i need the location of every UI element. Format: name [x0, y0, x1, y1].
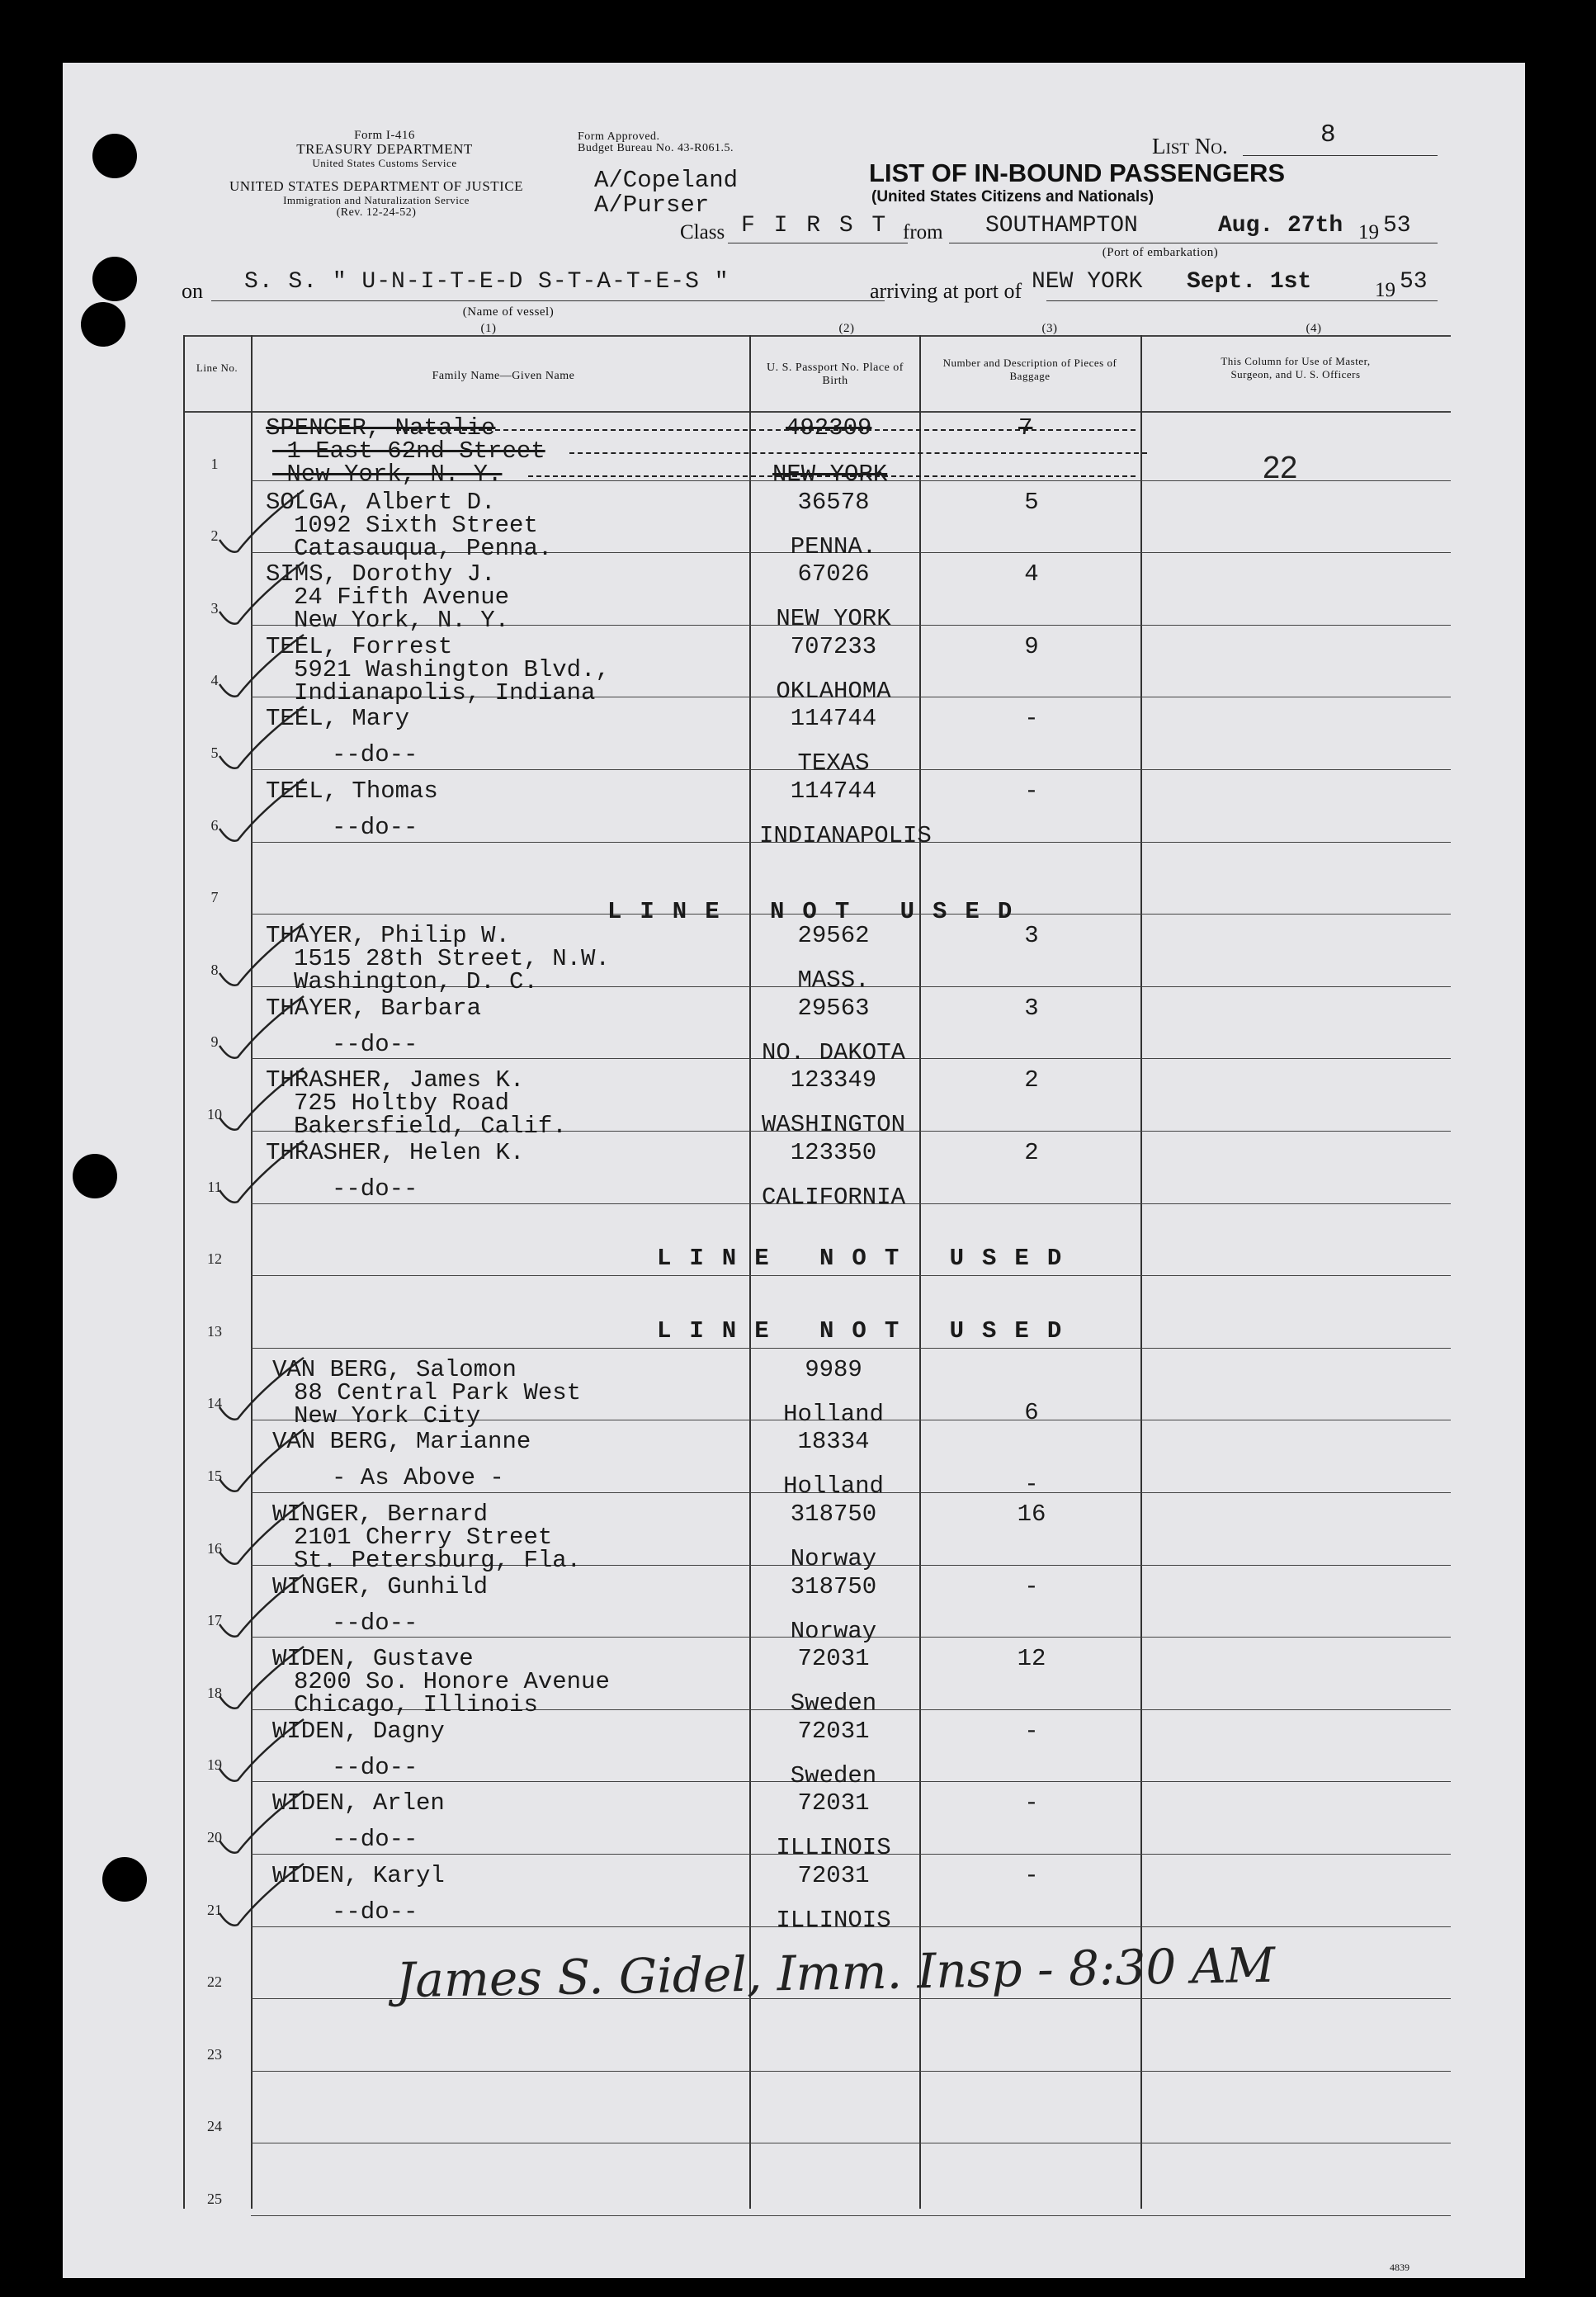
column-number-3: (3) [1041, 322, 1058, 335]
entry-name: SOLGA, Albert D. [266, 489, 496, 516]
checkmark-icon [213, 1643, 328, 1718]
entry-birthplace: Sweden [790, 1690, 877, 1717]
entry-baggage: - [1024, 1471, 1039, 1498]
class-value: F I R S T [741, 213, 889, 239]
entry-name: WIDEN, Gustave [272, 1645, 474, 1672]
entry-address-line-2: St. Petersburg, Fla. [294, 1547, 582, 1574]
embark-year-prefix: 19 [1358, 221, 1379, 243]
col-header-officers: This Column for Use of Master, Surgeon, and U. S. Officers [1221, 355, 1371, 380]
line-number: 21 [207, 1902, 222, 1918]
entry-ditto: --do-- [332, 1754, 418, 1781]
entry-address-line-1: 5921 Washington Blvd., [294, 656, 610, 683]
entry-birthplace: NEW YORK [776, 605, 891, 632]
entry-name: THRASHER, James K. [266, 1066, 525, 1094]
col-divider-3 [919, 335, 921, 2209]
entry-1-passport: 492309 [786, 414, 872, 442]
entry-baggage: 2 [1024, 1066, 1039, 1094]
entry-1-addr1: -1 East 62nd Street [272, 437, 545, 465]
line-number: 3 [210, 600, 219, 617]
entry-passport: 707233 [790, 633, 877, 660]
entry-address-line-2: Chicago, Illinois [294, 1691, 538, 1718]
checkmark-icon [213, 1137, 328, 1212]
entry-ditto: --do-- [332, 1898, 418, 1926]
entry-baggage: 2 [1024, 1139, 1039, 1166]
officer-purser: A/Purser [594, 191, 710, 219]
inspector-signature: James S. Gidel, Imm. Insp - 8:30 AM [395, 1936, 1276, 2009]
entry-name: THAYER, Philip W. [266, 922, 510, 949]
column-number-2: (2) [838, 322, 855, 335]
col-divider-4 [1140, 335, 1142, 2209]
revision-date: (Rev. 12-24-52) [336, 206, 417, 219]
arriving-label: arriving at port of [870, 279, 1022, 303]
col-header-passport: U. S. Passport No. Place of Birth [767, 362, 904, 387]
entry-address-line-1: 24 Fifth Avenue [294, 584, 510, 611]
col-header-line-no: Line No. [196, 362, 238, 374]
arrival-year-suffix: 53 [1400, 269, 1428, 295]
entry-1-baggage: 7 [1018, 414, 1033, 442]
entry-address-line-1: 725 Holtby Road [294, 1089, 510, 1117]
officer-copeland: A/Copeland [594, 167, 739, 194]
entry-ditto: --do-- [332, 1609, 418, 1637]
entry-address-line-2: Catasauqua, Penna. [294, 535, 553, 562]
line-number: 19 [207, 1756, 222, 1773]
entry-1-birthplace: NEW YORK [772, 461, 888, 488]
strike-dash-2 [569, 452, 1147, 454]
checkmark-icon [213, 776, 328, 850]
document-subtitle: (United States Citizens and Nationals) [871, 188, 1155, 206]
row-divider [251, 2215, 1451, 2216]
entry-passport: 123349 [790, 1066, 877, 1094]
entry-address-line-2: New York, N. Y. [294, 607, 510, 634]
checkmark-icon [213, 1426, 328, 1501]
checkmark-icon [213, 920, 328, 995]
line-number: 15 [207, 1468, 222, 1484]
entry-name: TEEL, Thomas [266, 777, 438, 805]
row-divider [251, 1275, 1451, 1276]
entry-birthplace: PENNA. [790, 533, 877, 560]
entry-birthplace: TEXAS [797, 749, 870, 777]
entry-birthplace: Holland [783, 1472, 884, 1500]
entry-1-name: SPENCER, Natalie [266, 414, 496, 442]
embark-date: Aug. 27th [1218, 213, 1343, 239]
entry-name: THAYER, Barbara [266, 995, 482, 1022]
entry-ditto: --do-- [332, 1826, 418, 1853]
column-number-1: (1) [480, 322, 497, 335]
entry-passport: 67026 [797, 560, 870, 588]
entry-passport: 36578 [797, 489, 870, 516]
entry-baggage: - [1024, 1862, 1039, 1889]
checkmark-icon [213, 1499, 328, 1573]
entry-name: WIDEN, Arlen [272, 1789, 445, 1817]
entry-name: WINGER, Gunhild [272, 1573, 489, 1600]
entry-baggage: 3 [1024, 995, 1039, 1022]
row-divider [251, 1348, 1451, 1349]
entry-address-line-2: Indianapolis, Indiana [294, 679, 596, 707]
budget-bureau: Budget Bureau No. 43-R061.5. [578, 142, 734, 154]
line-number: 24 [207, 2118, 222, 2134]
line-number: 5 [210, 744, 219, 761]
line-number: 22 [207, 1973, 222, 1990]
entry-baggage: 16 [1017, 1501, 1046, 1528]
list-no-value: 8 [1320, 121, 1336, 149]
checkmark-icon [213, 1065, 328, 1139]
entry-birthplace: NO. DAKOTA [761, 1039, 906, 1066]
entry-passport: 29563 [797, 995, 870, 1022]
entry-baggage: 6 [1024, 1399, 1039, 1426]
entry-name: WINGER, Bernard [272, 1501, 489, 1528]
line-number: 7 [210, 889, 219, 905]
line-number: 20 [207, 1829, 222, 1846]
line-number: 14 [207, 1395, 222, 1411]
entry-ditto: --do-- [332, 814, 418, 841]
arrival-date: Sept. 1st [1187, 269, 1312, 295]
line-number: 16 [207, 1540, 222, 1557]
entry-passport: 318750 [790, 1573, 877, 1600]
entry-name: TEEL, Forrest [266, 633, 453, 660]
entry-passport: 114744 [790, 777, 877, 805]
entry-address-line-1: 88 Central Park West [294, 1379, 582, 1406]
entry-name: SIMS, Dorothy J. [266, 560, 496, 588]
entry-passport: 114744 [790, 705, 877, 732]
line-number: 11 [207, 1179, 222, 1195]
entry-name: WIDEN, Dagny [272, 1718, 445, 1745]
entry-baggage: 9 [1024, 633, 1039, 660]
entry-ditto: - As Above - [332, 1464, 504, 1491]
column-number-4: (4) [1306, 322, 1322, 335]
checkmark-icon [213, 1788, 328, 1862]
entry-ditto: --do-- [332, 1175, 418, 1203]
treasury-department: TREASURY DEPARTMENT [296, 141, 473, 157]
entry-address-line-1: 1092 Sixth Street [294, 512, 538, 539]
entry-address-line-1: 1515 28th Street, N.W. [294, 945, 610, 972]
entry-1-addr2: -New York, N. Y. [272, 461, 503, 488]
entry-ditto: --do-- [332, 1031, 418, 1058]
entry-address-line-1: 8200 So. Honore Avenue [294, 1668, 610, 1695]
justice-department: UNITED STATES DEPARTMENT OF JUSTICE [229, 178, 524, 194]
entry-birthplace: Sweden [790, 1762, 877, 1789]
entry-baggage: - [1024, 1573, 1039, 1600]
arrival-year-prefix: 19 [1375, 279, 1395, 301]
line-number: 1 [210, 456, 219, 472]
entry-name: THRASHER, Helen K. [266, 1139, 525, 1166]
immigration-service: Immigration and Naturalization Service [283, 194, 470, 206]
entry-name: VAN BERG, Salomon [272, 1356, 517, 1383]
line-number: 4 [210, 672, 219, 688]
line-number: 2 [210, 527, 219, 544]
row-divider [251, 2071, 1451, 2072]
checkmark-icon [213, 1860, 328, 1935]
footer-code: 4839 [1390, 2262, 1409, 2273]
port-of-embarkation: SOUTHAMPTON [985, 213, 1138, 239]
entry-baggage: 4 [1024, 560, 1039, 588]
col-divider-2 [749, 335, 751, 2209]
class-label: Class [680, 221, 725, 243]
entry-1-officer-note: 22 [1263, 451, 1298, 485]
entry-birthplace: INDIANAPOLIS [759, 822, 932, 849]
line-number: 10 [207, 1106, 222, 1123]
entry-birthplace: Norway [790, 1618, 877, 1645]
entry-passport: 72031 [797, 1645, 870, 1672]
form-number: Form I-416 [354, 129, 415, 142]
entry-address-line-2: Bakersfield, Calif. [294, 1113, 567, 1140]
col-header-baggage: Number and Description of Pieces of Baggage [942, 357, 1117, 382]
strike-dash-1 [396, 429, 1136, 431]
embark-year-suffix: 53 [1383, 213, 1411, 239]
checkmark-icon [213, 1572, 328, 1646]
entry-birthplace: WASHINGTON [761, 1111, 906, 1138]
vessel-caption: (Name of vessel) [462, 305, 555, 319]
entry-passport: 72031 [797, 1862, 870, 1889]
line-13-not-used: LINE NOT USED [657, 1317, 1080, 1345]
entry-ditto: --do-- [332, 741, 418, 768]
entry-passport: 318750 [790, 1501, 877, 1528]
line-number: 18 [207, 1685, 222, 1701]
customs-service: United States Customs Service [312, 157, 457, 169]
table-top-border [183, 335, 1451, 337]
line-number: 23 [207, 2046, 222, 2063]
entry-baggage: 5 [1024, 489, 1039, 516]
checkmark-icon [213, 703, 328, 777]
checkmark-icon [213, 1354, 328, 1429]
entry-address-line-2: Washington, D. C. [294, 968, 538, 995]
entry-birthplace: ILLINOIS [776, 1834, 891, 1861]
from-label: from [903, 221, 943, 243]
entry-baggage: 3 [1024, 922, 1039, 949]
entry-baggage: - [1024, 777, 1039, 805]
entry-baggage: - [1024, 705, 1039, 732]
checkmark-icon [213, 487, 328, 561]
entry-address-line-2: New York City [294, 1402, 481, 1430]
entry-birthplace: Holland [783, 1401, 884, 1428]
arrival-port: NEW YORK [1032, 269, 1143, 295]
checkmark-icon [213, 559, 328, 633]
col-header-name: Family Name—Given Name [432, 370, 575, 382]
port-embarkation-caption: (Port of embarkation) [1102, 246, 1219, 259]
entry-birthplace: MASS. [797, 967, 870, 994]
line-12-not-used: LINE NOT USED [657, 1245, 1080, 1272]
entry-birthplace: OKLAHOMA [776, 678, 891, 705]
table-header-border [183, 411, 1451, 413]
entry-baggage: 12 [1017, 1645, 1046, 1672]
entry-name: VAN BERG, Marianne [272, 1428, 531, 1455]
entry-address-line-1: 2101 Cherry Street [294, 1524, 553, 1551]
line-number: 25 [207, 2191, 222, 2207]
entry-baggage: - [1024, 1718, 1039, 1745]
vessel-name: S. S. " U-N-I-T-E-D S-T-A-T-E-S " [244, 269, 730, 295]
entry-baggage: - [1024, 1789, 1039, 1817]
line-number: 9 [210, 1033, 219, 1050]
entry-passport: 72031 [797, 1789, 870, 1817]
list-no-label: List No. [1152, 134, 1228, 158]
line-number: 8 [210, 962, 219, 978]
entry-birthplace: ILLINOIS [776, 1907, 891, 1934]
on-label: on [182, 279, 203, 303]
checkmark-icon [213, 993, 328, 1067]
checkmark-icon [213, 631, 328, 706]
checkmark-icon [213, 1716, 328, 1790]
table-left-border [183, 335, 185, 2209]
entry-name: WIDEN, Karyl [272, 1862, 445, 1889]
line-number: 6 [210, 817, 219, 834]
line-number: 12 [207, 1250, 222, 1267]
entry-name: TEEL, Mary [266, 705, 410, 732]
entry-birthplace: CALIFORNIA [761, 1184, 906, 1211]
line-7-not-used: LINE NOT USED [607, 898, 1031, 925]
entry-passport: 123350 [790, 1139, 877, 1166]
entry-passport: 29562 [797, 922, 870, 949]
strike-dash-3 [528, 475, 1136, 477]
entry-passport: 72031 [797, 1718, 870, 1745]
line-number: 17 [207, 1612, 222, 1628]
line-number: 13 [207, 1323, 222, 1340]
entry-passport: 9989 [805, 1356, 862, 1383]
form-approved: Form Approved. [578, 130, 660, 143]
entry-birthplace: Norway [790, 1545, 877, 1572]
document-title: LIST OF IN-BOUND PASSENGERS [869, 158, 1286, 187]
entry-passport: 18334 [797, 1428, 870, 1455]
